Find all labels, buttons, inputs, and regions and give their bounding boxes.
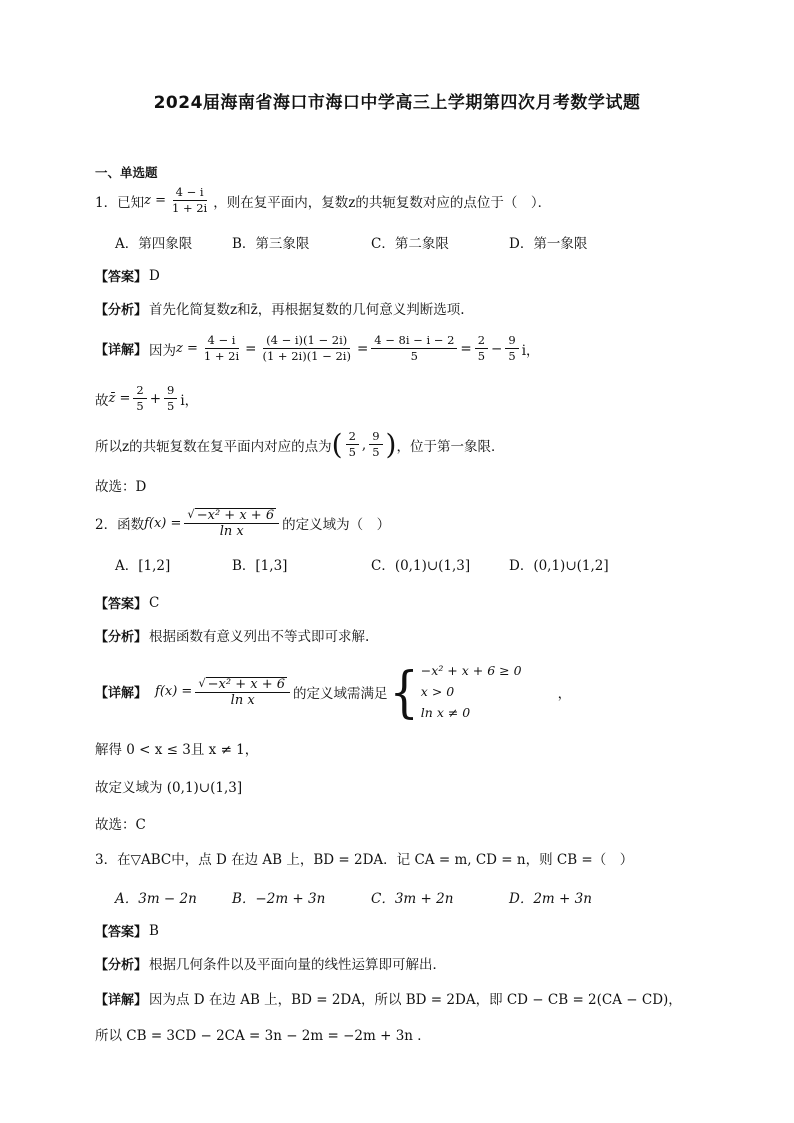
frac-num: 9	[164, 384, 177, 399]
q2-analysis	[95, 625, 369, 645]
q2-fraction	[184, 508, 279, 538]
frac-den: 5	[136, 399, 144, 413]
q1-choose: 故选：D	[95, 479, 147, 495]
q3-options	[0, 887, 794, 907]
q1-option-d[interactable]: D．第一象限	[509, 236, 588, 252]
q1-detail-z: z =	[176, 341, 198, 356]
frac-den: 5	[167, 399, 175, 413]
q1-detail-prefix: 因为	[149, 342, 177, 359]
analysis-label: 【分析】	[95, 629, 148, 645]
detail-tail: i，	[521, 342, 540, 359]
radicand: −x² + x + 6	[207, 676, 286, 692]
q3-analysis-text: 根据几何条件以及平面向量的线性运算即可解出．	[149, 957, 447, 973]
q2-answer-value: C	[149, 594, 160, 611]
q1-frac-den: 1 + 2i	[171, 201, 208, 215]
conj-prefix: 故	[95, 392, 109, 409]
q2-option-a[interactable]: A．[1,2]	[115, 558, 171, 574]
q2-frac-num	[184, 508, 279, 524]
point-suffix: ，位于第一象限．	[396, 438, 505, 455]
equals-sign: =	[460, 340, 472, 357]
equals-sign: =	[356, 340, 369, 357]
q1-frac-num: 4 − i	[173, 186, 207, 201]
detail-label: 【详解】	[95, 992, 148, 1008]
answer-label: 【答案】	[95, 925, 148, 940]
q1-options	[0, 232, 794, 252]
conj-z: z̄ =	[108, 391, 131, 406]
q1-fraction	[169, 186, 210, 215]
q1-detail-frac3	[371, 334, 457, 363]
q1-stem-suffix: ，则在复平面内，复数z的共轭复数对应的点位于（ ）．	[213, 194, 552, 211]
system-of-inequalities	[390, 660, 522, 723]
q1-detail-frac4	[475, 334, 488, 363]
q2-domain: 故定义域为 (0,1)∪(1,3]	[95, 780, 243, 796]
q2-options	[0, 554, 794, 574]
q3-detail-text: 因为点 D 在边 AB 上，BD = 2DA，所以 BD = 2DA，即 CD − CB = 2(CA − CD)，	[149, 992, 682, 1008]
detail-label: 【详解】	[95, 343, 148, 358]
q3-detail	[95, 988, 682, 1008]
q2-stem-suffix: 的定义域为（ ）	[282, 517, 391, 533]
frac-den: 5	[372, 445, 380, 459]
cases-list	[421, 660, 522, 723]
sqrt-symbol: √ −x² + x + 6	[187, 507, 275, 523]
q2-fx: f(x) =	[144, 515, 182, 531]
answer-label: 【答案】	[95, 270, 148, 285]
q1-option-a[interactable]: A．第四象限	[115, 236, 193, 252]
q3-option-b[interactable]: B．−2m + 3n	[232, 891, 326, 907]
q1-option-c[interactable]: C．第二象限	[371, 236, 449, 252]
right-paren: )	[385, 427, 397, 461]
answer-label: 【答案】	[95, 597, 148, 612]
page-title: 2024届海南省海口市海口中学高三上学期第四次月考数学试题	[153, 93, 641, 113]
frac-num: 4 − i	[205, 334, 239, 349]
frac-den: 5	[477, 349, 486, 363]
frac-den: 1 + 2i	[203, 349, 240, 363]
q1-conjugate	[95, 384, 198, 413]
q1-analysis	[95, 298, 465, 318]
q2-option-b[interactable]: B．[1,3]	[232, 558, 288, 574]
left-brace: {	[389, 659, 419, 724]
frac-num: 9	[369, 430, 382, 445]
frac-num	[195, 677, 290, 693]
q1-detail-frac1	[201, 334, 242, 363]
q1-detail-frac5	[505, 334, 518, 363]
q2-detail-tail: ，	[557, 685, 572, 702]
q2-detail-fraction	[195, 677, 290, 707]
conj-frac2	[164, 384, 177, 413]
section-heading: 一、单选题	[95, 165, 158, 180]
frac-den: 5	[410, 349, 418, 363]
radicand: −x² + x + 6	[196, 508, 275, 523]
conj-frac1	[133, 384, 146, 413]
q1-detail-frac2	[259, 334, 353, 363]
minus-sign: −	[491, 340, 503, 357]
equals-sign: =	[245, 340, 257, 357]
case-item: x > 0	[420, 684, 455, 699]
frac-den: 5	[508, 349, 516, 363]
q2-choose: 故选：C	[95, 817, 146, 833]
point-prefix: 所以z的共轭复数在复平面内对应的点为	[95, 438, 332, 455]
case-item: −x² + x + 6 ≥ 0	[420, 663, 522, 678]
q2-answer	[95, 593, 159, 612]
q1-option-b[interactable]: B．第三象限	[232, 236, 310, 252]
q1-answer-value: D	[149, 267, 160, 284]
q2-detail-fx: f(x) =	[155, 684, 193, 699]
analysis-label: 【分析】	[95, 957, 148, 973]
frac-den: ln x	[230, 692, 255, 708]
q2-frac-den: ln x	[219, 524, 244, 539]
q2-stem-prefix: 2．函数	[95, 517, 145, 533]
left-paren: (	[331, 427, 343, 461]
frac-den: (1 + 2i)(1 − 2i)	[262, 349, 351, 363]
frac-num: 2	[475, 334, 488, 349]
q2-option-c[interactable]: C．(0,1)∪(1,3]	[371, 558, 471, 574]
q2-option-d[interactable]: D．(0,1)∪(1,2]	[509, 558, 609, 574]
q3-option-d[interactable]: D．2m + 3n	[509, 891, 592, 907]
comma: ,	[361, 436, 367, 453]
q2-stem	[95, 508, 390, 538]
q2-detail	[95, 660, 571, 723]
q2-detail-mid: 的定义域需满足	[293, 685, 388, 702]
q1-stem-prefix: 1．已知	[95, 194, 145, 211]
q3-option-c[interactable]: C．3m + 2n	[371, 891, 454, 907]
q3-stem: 3．在▽ABC中，点 D 在边 AB 上，BD = 2DA．记 CA = m, CD = n，则 CB =（ ）	[95, 852, 634, 868]
point-frac2	[369, 430, 382, 459]
frac-num: 4 − 8i − i − 2	[371, 334, 457, 349]
q1-analysis-text: 首先化简复数z和z̄，再根据复数的几何意义判断选项.	[149, 302, 465, 318]
q2-solve: 解得 0 < x ≤ 3且 x ≠ 1，	[95, 742, 259, 758]
q1-stem	[95, 186, 551, 215]
q1-answer	[95, 266, 160, 285]
q2-analysis-text: 根据函数有意义列出不等式即可求解.	[149, 629, 370, 645]
frac-num: 2	[346, 430, 359, 445]
sqrt-symbol: √ −x² + x + 6	[198, 675, 286, 692]
q3-answer	[95, 921, 159, 940]
q3-final: 所以 CB = 3CD − 2CA = 3n − 2m = −2m + 3n ．	[95, 1028, 431, 1044]
q1-z-eq: z =	[144, 193, 166, 208]
q3-answer-value: B	[149, 922, 159, 939]
frac-num: 2	[133, 384, 146, 399]
detail-label: 【详解】	[95, 686, 148, 701]
q3-option-a[interactable]: A．3m − 2n	[115, 891, 197, 907]
q1-detail	[95, 334, 540, 363]
q1-point	[95, 427, 505, 461]
case-item: ln x ≠ 0	[420, 705, 471, 720]
frac-num: (4 − i)(1 − 2i)	[263, 334, 350, 349]
point-frac1	[346, 430, 359, 459]
plus-sign: +	[149, 390, 162, 407]
analysis-label: 【分析】	[95, 302, 148, 318]
conj-tail: i，	[180, 392, 199, 409]
q3-analysis	[95, 953, 446, 973]
frac-num: 9	[505, 334, 518, 349]
frac-den: 5	[348, 445, 356, 459]
